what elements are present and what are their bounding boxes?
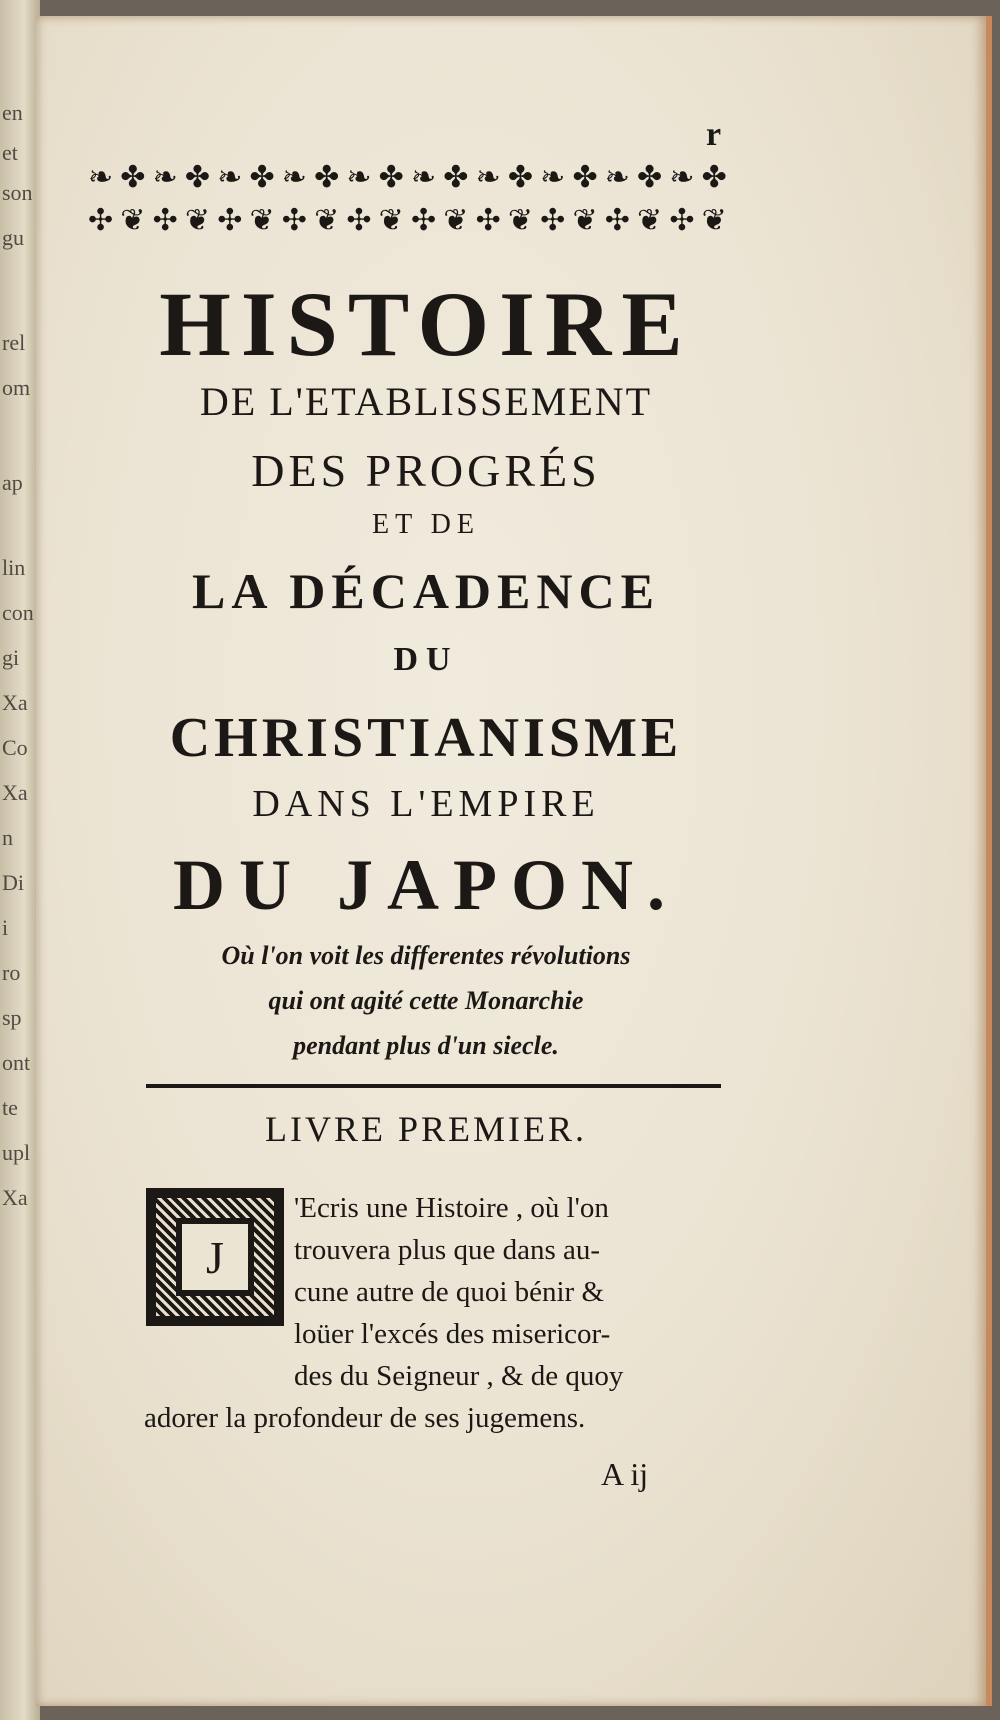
facing-page-fragment: Xa bbox=[2, 780, 28, 805]
body-text-line: 'Ecris une Histoire , où l'on bbox=[294, 1192, 609, 1224]
facing-page-fragment: upl bbox=[2, 1140, 31, 1165]
ornament-glyph: ❦ bbox=[184, 204, 212, 237]
facing-page-fragment: n bbox=[2, 825, 13, 850]
ornament-glyph: ✤ bbox=[120, 161, 147, 194]
headpiece-ornament-row-2 bbox=[88, 204, 728, 238]
ornament-glyph: ❦ bbox=[507, 204, 534, 237]
ornament-glyph: ❧ bbox=[604, 161, 631, 194]
initial-border-pattern bbox=[156, 1198, 274, 1316]
ornament-glyph: ✤ bbox=[572, 161, 599, 194]
body-text-line: trouvera plus que dans au- bbox=[294, 1234, 601, 1266]
subtitle-line-2: qui ont agité cette Monarchie bbox=[268, 986, 584, 1015]
ornament-glyph: ❧ bbox=[217, 161, 244, 194]
facing-page-fragment: om bbox=[2, 375, 31, 400]
decorated-initial bbox=[146, 1188, 284, 1326]
initial-letter: J bbox=[182, 1224, 248, 1290]
title-line-empire: DANS L'EMPIRE bbox=[252, 783, 600, 825]
body-text-line: cune autre de quoi bénir & bbox=[294, 1276, 605, 1308]
facing-page-edge bbox=[0, 0, 40, 1720]
ornament-glyph: ✣ bbox=[281, 204, 308, 237]
facing-page-fragment: ro bbox=[2, 960, 21, 985]
facing-page-fragment: son bbox=[2, 180, 33, 205]
ornament-glyph: ❧ bbox=[281, 161, 308, 194]
title-line-du: DU bbox=[393, 641, 459, 678]
title-line-christianisme: CHRISTIANISME bbox=[169, 707, 683, 769]
headpiece-ornament-row-1 bbox=[88, 161, 728, 195]
subtitle-line-1: Où l'on voit les differentes révolutions bbox=[221, 941, 631, 970]
ornament-glyph: ❧ bbox=[540, 161, 567, 194]
facing-page-fragment: rel bbox=[2, 330, 26, 355]
ornament-glyph: ✤ bbox=[378, 161, 405, 194]
initial-frame bbox=[176, 1218, 254, 1296]
ornament-glyph: ✣ bbox=[475, 204, 502, 237]
ornament-glyph: ❧ bbox=[475, 161, 502, 194]
signature-mark: A ij bbox=[601, 1456, 649, 1492]
ornament-glyph: ✣ bbox=[152, 204, 179, 237]
facing-page-fragment: con bbox=[2, 600, 34, 625]
ornament-glyph: ✣ bbox=[88, 204, 115, 237]
ornament-glyph: ✤ bbox=[701, 161, 728, 194]
facing-page-fragment: en bbox=[2, 100, 23, 125]
title-line-decadence: LA DÉCADENCE bbox=[192, 563, 660, 619]
ornament-glyph: ❧ bbox=[346, 161, 373, 194]
ornament-glyph: ❦ bbox=[637, 204, 664, 237]
ornament-glyph: ❦ bbox=[120, 204, 147, 237]
ornament-glyph: ✣ bbox=[410, 204, 438, 237]
ornament-glyph: ❧ bbox=[88, 161, 115, 194]
ornament-glyph: ✤ bbox=[249, 161, 276, 194]
ornament-glyph: ❦ bbox=[572, 204, 599, 237]
facing-page-fragment: te bbox=[2, 1095, 18, 1120]
ornament-glyph: ✣ bbox=[604, 204, 631, 237]
facing-page-fragment: gu bbox=[2, 225, 24, 250]
facing-page-fragment: Xa bbox=[2, 1185, 28, 1210]
facing-page-fragment: lin bbox=[2, 555, 26, 580]
facing-page-fragment: ont bbox=[2, 1050, 31, 1075]
ornament-glyph: ❦ bbox=[443, 204, 470, 237]
body-text-line: des du Seigneur , & de quoy bbox=[294, 1360, 624, 1392]
ornament-glyph: ✤ bbox=[443, 161, 470, 194]
facing-page-fragment: i bbox=[2, 915, 9, 940]
title-line-japon: DU JAPON. bbox=[173, 845, 679, 925]
horizontal-rule bbox=[146, 1084, 721, 1088]
body-text-line: adorer la profondeur de ses jugemens. bbox=[144, 1402, 586, 1434]
ornament-glyph: ❦ bbox=[249, 204, 276, 237]
title-line-progres: DES PROGRÉS bbox=[251, 445, 601, 496]
ornament-glyph: ✤ bbox=[184, 161, 212, 194]
ornament-glyph: ❦ bbox=[701, 204, 728, 237]
facing-page-fragment: Xa bbox=[2, 690, 28, 715]
title-line-etablissement: DE L'ETABLISSEMENT bbox=[199, 379, 653, 424]
facing-page-fragment: et bbox=[2, 140, 18, 165]
book-page bbox=[36, 16, 992, 1706]
ornament-glyph: ✣ bbox=[346, 204, 373, 237]
facing-page-fragment: Co bbox=[2, 735, 28, 760]
ornament-glyph: ❧ bbox=[152, 161, 179, 194]
subtitle-line-3: pendant plus d'un siecle. bbox=[293, 1031, 559, 1060]
title-line-et-de: ET DE bbox=[371, 509, 481, 540]
facing-page-fragment: ap bbox=[2, 470, 23, 495]
ornament-glyph: ✣ bbox=[540, 204, 567, 237]
ornament-glyph: ✣ bbox=[217, 204, 244, 237]
ornament-glyph: ❦ bbox=[378, 204, 405, 237]
ornament-glyph: ✤ bbox=[314, 161, 341, 194]
ornament-glyph: ❦ bbox=[314, 204, 341, 237]
title-line-histoire: HISTOIRE bbox=[159, 273, 693, 375]
ornament-glyph: ✤ bbox=[637, 161, 664, 194]
facing-page-fragment: gi bbox=[2, 645, 20, 670]
facing-page-fragment: Di bbox=[2, 870, 24, 895]
ornament-glyph: ❧ bbox=[410, 161, 438, 194]
body-text-line: loüer l'excés des misericor- bbox=[294, 1318, 611, 1350]
ornament-glyph: ❧ bbox=[669, 161, 696, 194]
book-heading: LIVRE PREMIER. bbox=[264, 1109, 587, 1149]
ornament-glyph: ✤ bbox=[507, 161, 534, 194]
ornament-glyph: ✣ bbox=[669, 204, 696, 237]
page-folio: r bbox=[706, 116, 722, 153]
facing-page-fragment: sp bbox=[2, 1005, 22, 1030]
